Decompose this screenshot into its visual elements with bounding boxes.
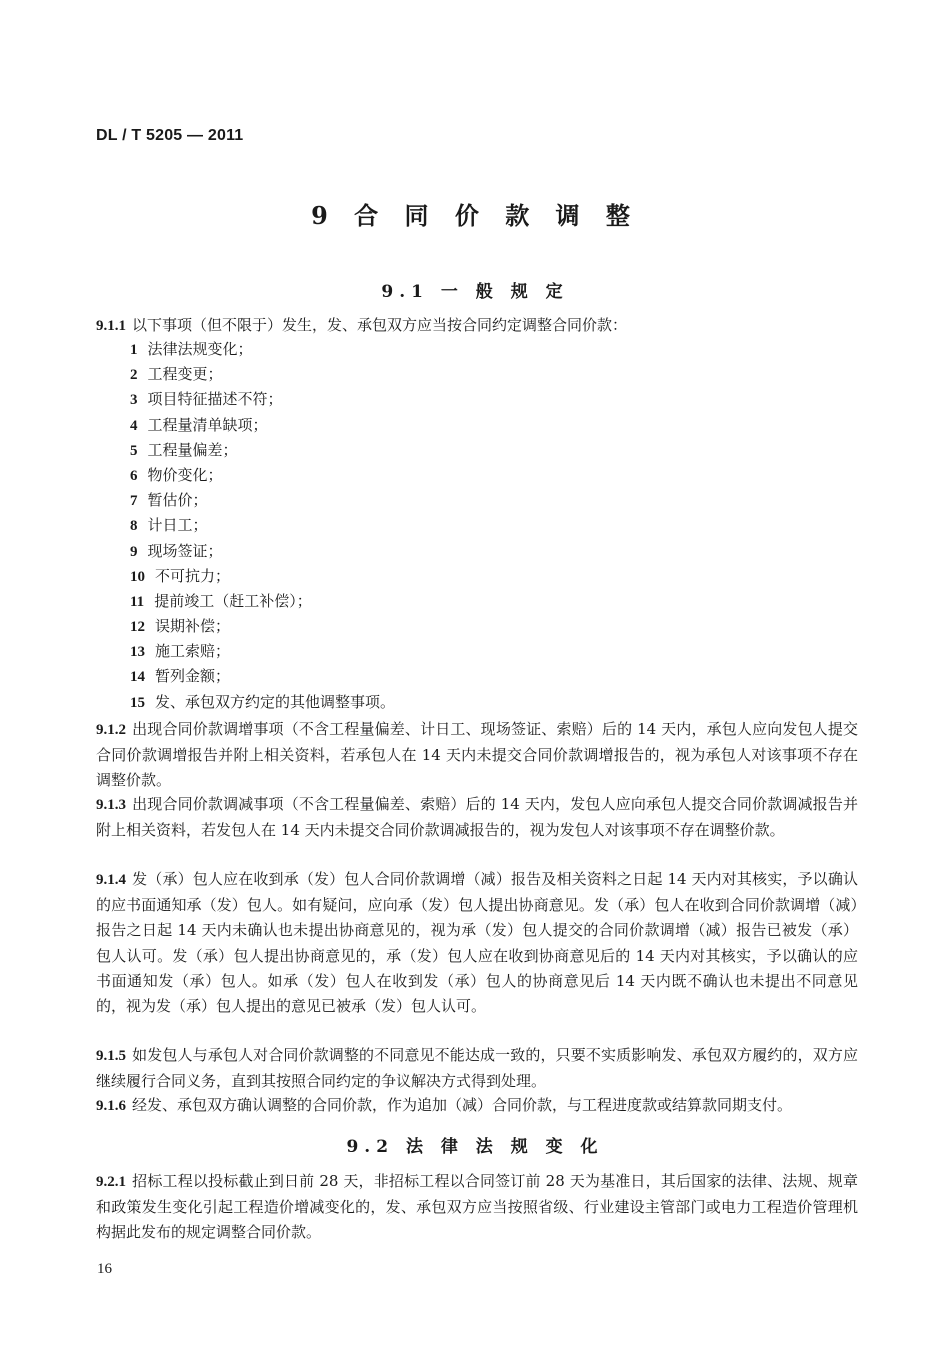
page-number: 16 <box>97 1261 112 1277</box>
list-item: 2 工程变更； <box>130 365 223 384</box>
clause-number: 9.2.1 <box>96 1174 126 1190</box>
list-item: 13 施工索赔； <box>130 642 231 661</box>
list-item: 12 误期补偿； <box>130 617 231 636</box>
list-item: 14 暂列金额； <box>130 667 231 686</box>
clause-9-1-2 <box>96 717 858 794</box>
clause-text: 招标工程以投标截止到日前 28 天，非招标工程以合同签订前 28 天为基准日，其后国家的法律、法规、规章和政策发生变化引起工程造价增减变化的，发、承包双方应当按照省级、行业建设主管部门或电力工程造价管理机构据此发布的规定调整合同价款。 <box>96 1172 858 1242</box>
list-item: 10 不可抗力； <box>130 566 231 585</box>
clause-text: 经发、承包双方确认调整的合同价款，作为追加（减）合同价款，与工程进度款或结算款同期支付。 <box>132 1096 793 1114</box>
clause-number: 9.1.1 <box>96 318 126 334</box>
chapter-title: 9 合 同 价 款 调 整 <box>311 201 639 230</box>
clause-number: 9.1.3 <box>96 797 126 813</box>
clause-9-1-4 <box>96 867 858 1019</box>
clause-text: 如发包人与承包人对合同价款调整的不同意见不能达成一致的，只要不实质影响发、承包双方履约的，双方应继续履行合同义务，直到其按照合同约定的争议解决方式得到处理。 <box>96 1046 858 1091</box>
clause-text: 以下事项（但不限于）发生，发、承包双方应当按合同约定调整合同价款： <box>132 316 628 334</box>
list-item: 6 物价变化； <box>130 465 223 484</box>
clause-9-1-1 <box>96 313 858 339</box>
clause-9-2-1 <box>96 1169 858 1246</box>
section-title-9-1: 9.1 一 般 规 定 <box>381 282 569 302</box>
clause-text: 发（承）包人应在收到承（发）包人合同价款调增（减）报告及相关资料之日起 14 天内对其核实，予以确认的应书面通知承（发）包人。如有疑问，应向承（发）包人提出协商意见。发（承）包人在收到合同价款调增（减）报告之日起 14 天内未确认也未提出协商意见的，视为承（发）包人提交的合同价款调增（减）报告已被发（承）包人认可。发（承）包人提出协商意见的，承（发）包人应在收到协商意见后的 14 天内对其核实，予以确认的应书面通知发（承）包人。如承（发）包人在收到发（承）包人的协商意见后 14 天内既不确认也未提出不同意见的，视为发（承）包人提出的意见已被承（发）包人认可。 <box>96 870 858 1016</box>
standard-code: DL / T 5205 — 2011 <box>96 127 244 144</box>
clause-number: 9.1.6 <box>96 1098 126 1114</box>
clause-9-1-6 <box>96 1093 858 1119</box>
list-item: 11 提前竣工（赶工补偿）； <box>130 591 312 610</box>
list-item: 5 工程量偏差； <box>130 440 238 459</box>
clause-9-1-5 <box>96 1043 858 1094</box>
list-item: 4 工程量清单缺项； <box>130 415 268 434</box>
clause-text: 出现合同价款调增事项（不含工程量偏差、计日工、现场签证、索赔）后的 14 天内，承包人应向发包人提交合同价款调增报告并附上相关资料，若承包人在 14 天内未提交合同价款调增报告的，视为承包人对该事项不存在调整价款。 <box>96 720 858 790</box>
clause-9-1-3 <box>96 792 858 843</box>
section-title-9-2: 9.2 法 律 法 规 变 化 <box>346 1137 604 1157</box>
clause-number: 9.1.4 <box>96 872 126 888</box>
list-item: 9 现场签证； <box>130 541 223 560</box>
adjustment-items-list <box>130 337 395 715</box>
list-item: 8 计日工； <box>130 516 208 535</box>
clause-number: 9.1.2 <box>96 722 126 738</box>
clause-text: 出现合同价款调减事项（不含工程量偏差、索赔）后的 14 天内，发包人应向承包人提交合同价款调减报告并附上相关资料，若发包人在 14 天内未提交合同价款调减报告的，视为发包人对该事项不存在调整价款。 <box>96 795 858 840</box>
list-item: 3 项目特征描述不符； <box>130 390 283 409</box>
list-item: 15 发、承包双方约定的其他调整事项。 <box>130 692 396 711</box>
list-item: 7 暂估价； <box>130 491 208 510</box>
list-item: 1 法律法规变化； <box>130 340 253 358</box>
clause-number: 9.1.5 <box>96 1048 126 1064</box>
